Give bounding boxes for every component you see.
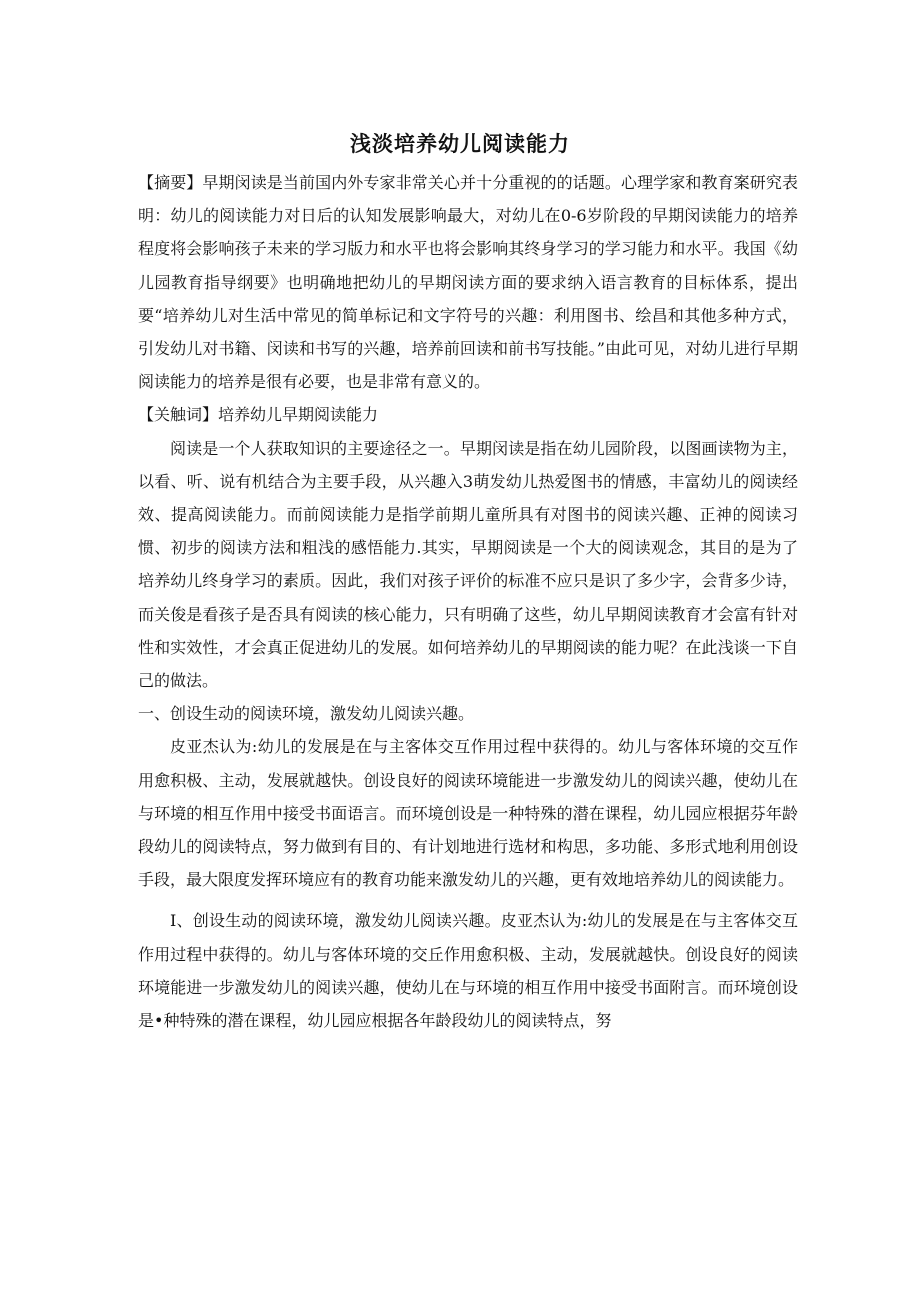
intro-paragraph: 阅读是一个人获取知识的主要途径之一。早期闵读是指在幼儿园阶段，以图画读物为主，以看、听、说有机结合为主要手段，从兴趣入3萌发幼儿热爱图书的情感，丰富幼儿的阅读经效、提高阅读能力。而前阅读能力是指学前期儿童所具有对图书的阅读兴趣、正神的阅读习惯、初步的阅读方法和粗浅的感悟能力.其实，早期阅读是一个大的阅读观念，其目的是为了培养幼儿终身学习的素质。因此，我们对孩子评价的标准不应只是识了多少字，会背多少诗，而关俊是看孩子是否具有阅读的核心能力，只有明确了这些，幼儿早期阅读教育才会富有针对性和实效性，才会真正促进幼儿的发展。如何培养幼儿的早期阅读的能力呢？在此浅谈一下自己的做法。 <box>138 438 798 691</box>
abstract-paragraph: 【摘要】早期闵读是当前国内外专家非常关心并十分重视的的话题。心理学家和教育案研究表明：幼儿的阅读能力对日后的认知发展影响最大，对幼儿在0-6岁阶段的早期闵读能力的培养程度将会影响孩子未来的学习版力和水平也将会影响其终身学习的学习能力和水平。我国《幼儿园教育指导纲要》也明确地把幼儿的早期闵读方面的要求纳入语言教育的目标体系，提出要“培养幼儿对生活中常见的简单标记和文字符号的兴趣：利用图书、绘昌和其他多种方式，引发幼儿对书籍、闵读和书写的兴趣，培养前回读和前书写技能。”由此可见，对幼儿进行早期阅读能力的培养是很有必要，也是非常有意义的。 <box>138 173 798 392</box>
body-paragraph: I、创设生动的阅读环境，激发幼儿阅读兴趣。皮亚杰认为:幼儿的发展是在与主客体交互作用过程中获得的。幼儿与客体环境的交丘作用愈积极、主动，发展就越快。创设良好的阅读环境能进一步激发幼儿的阅读兴趣，使幼儿在与环境的相互作用中接受书面附言。而环境创设是•种特殊的潜在课程，幼儿园应根据各年龄段幼儿的阅读特点，努 <box>138 911 798 1031</box>
body-paragraph: 皮亚杰认为:幼儿的发展是在与主客体交互作用过程中获得的。幼儿与客体环境的交互作用愈积极、主动，发展就越快。创设良好的阅读环境能进一步激发幼儿的阅读兴趣，使幼儿在与环境的相互作用中接受书面语言。而环境创设是一种特殊的潜在课程，幼儿园应根据芬年龄段幼儿的阅读特点，努力做到有目的、有计划地进行选材和构思，多功能、多形式地利用创设手段，最大限度发挥环境应有的教育功能来激发幼儿的兴趣，更有效地培养幼儿的阅读能力。 <box>138 737 798 890</box>
section-heading: 一、创设生动的阅读环境，激发幼儿阅读兴趣。 <box>138 704 475 724</box>
document-title: 浅淡培养幼儿阅读能力 <box>350 132 570 156</box>
keywords-line: 【关触词】培养幼儿早期阅读能力 <box>138 405 379 425</box>
document-body <box>138 166 798 1037</box>
